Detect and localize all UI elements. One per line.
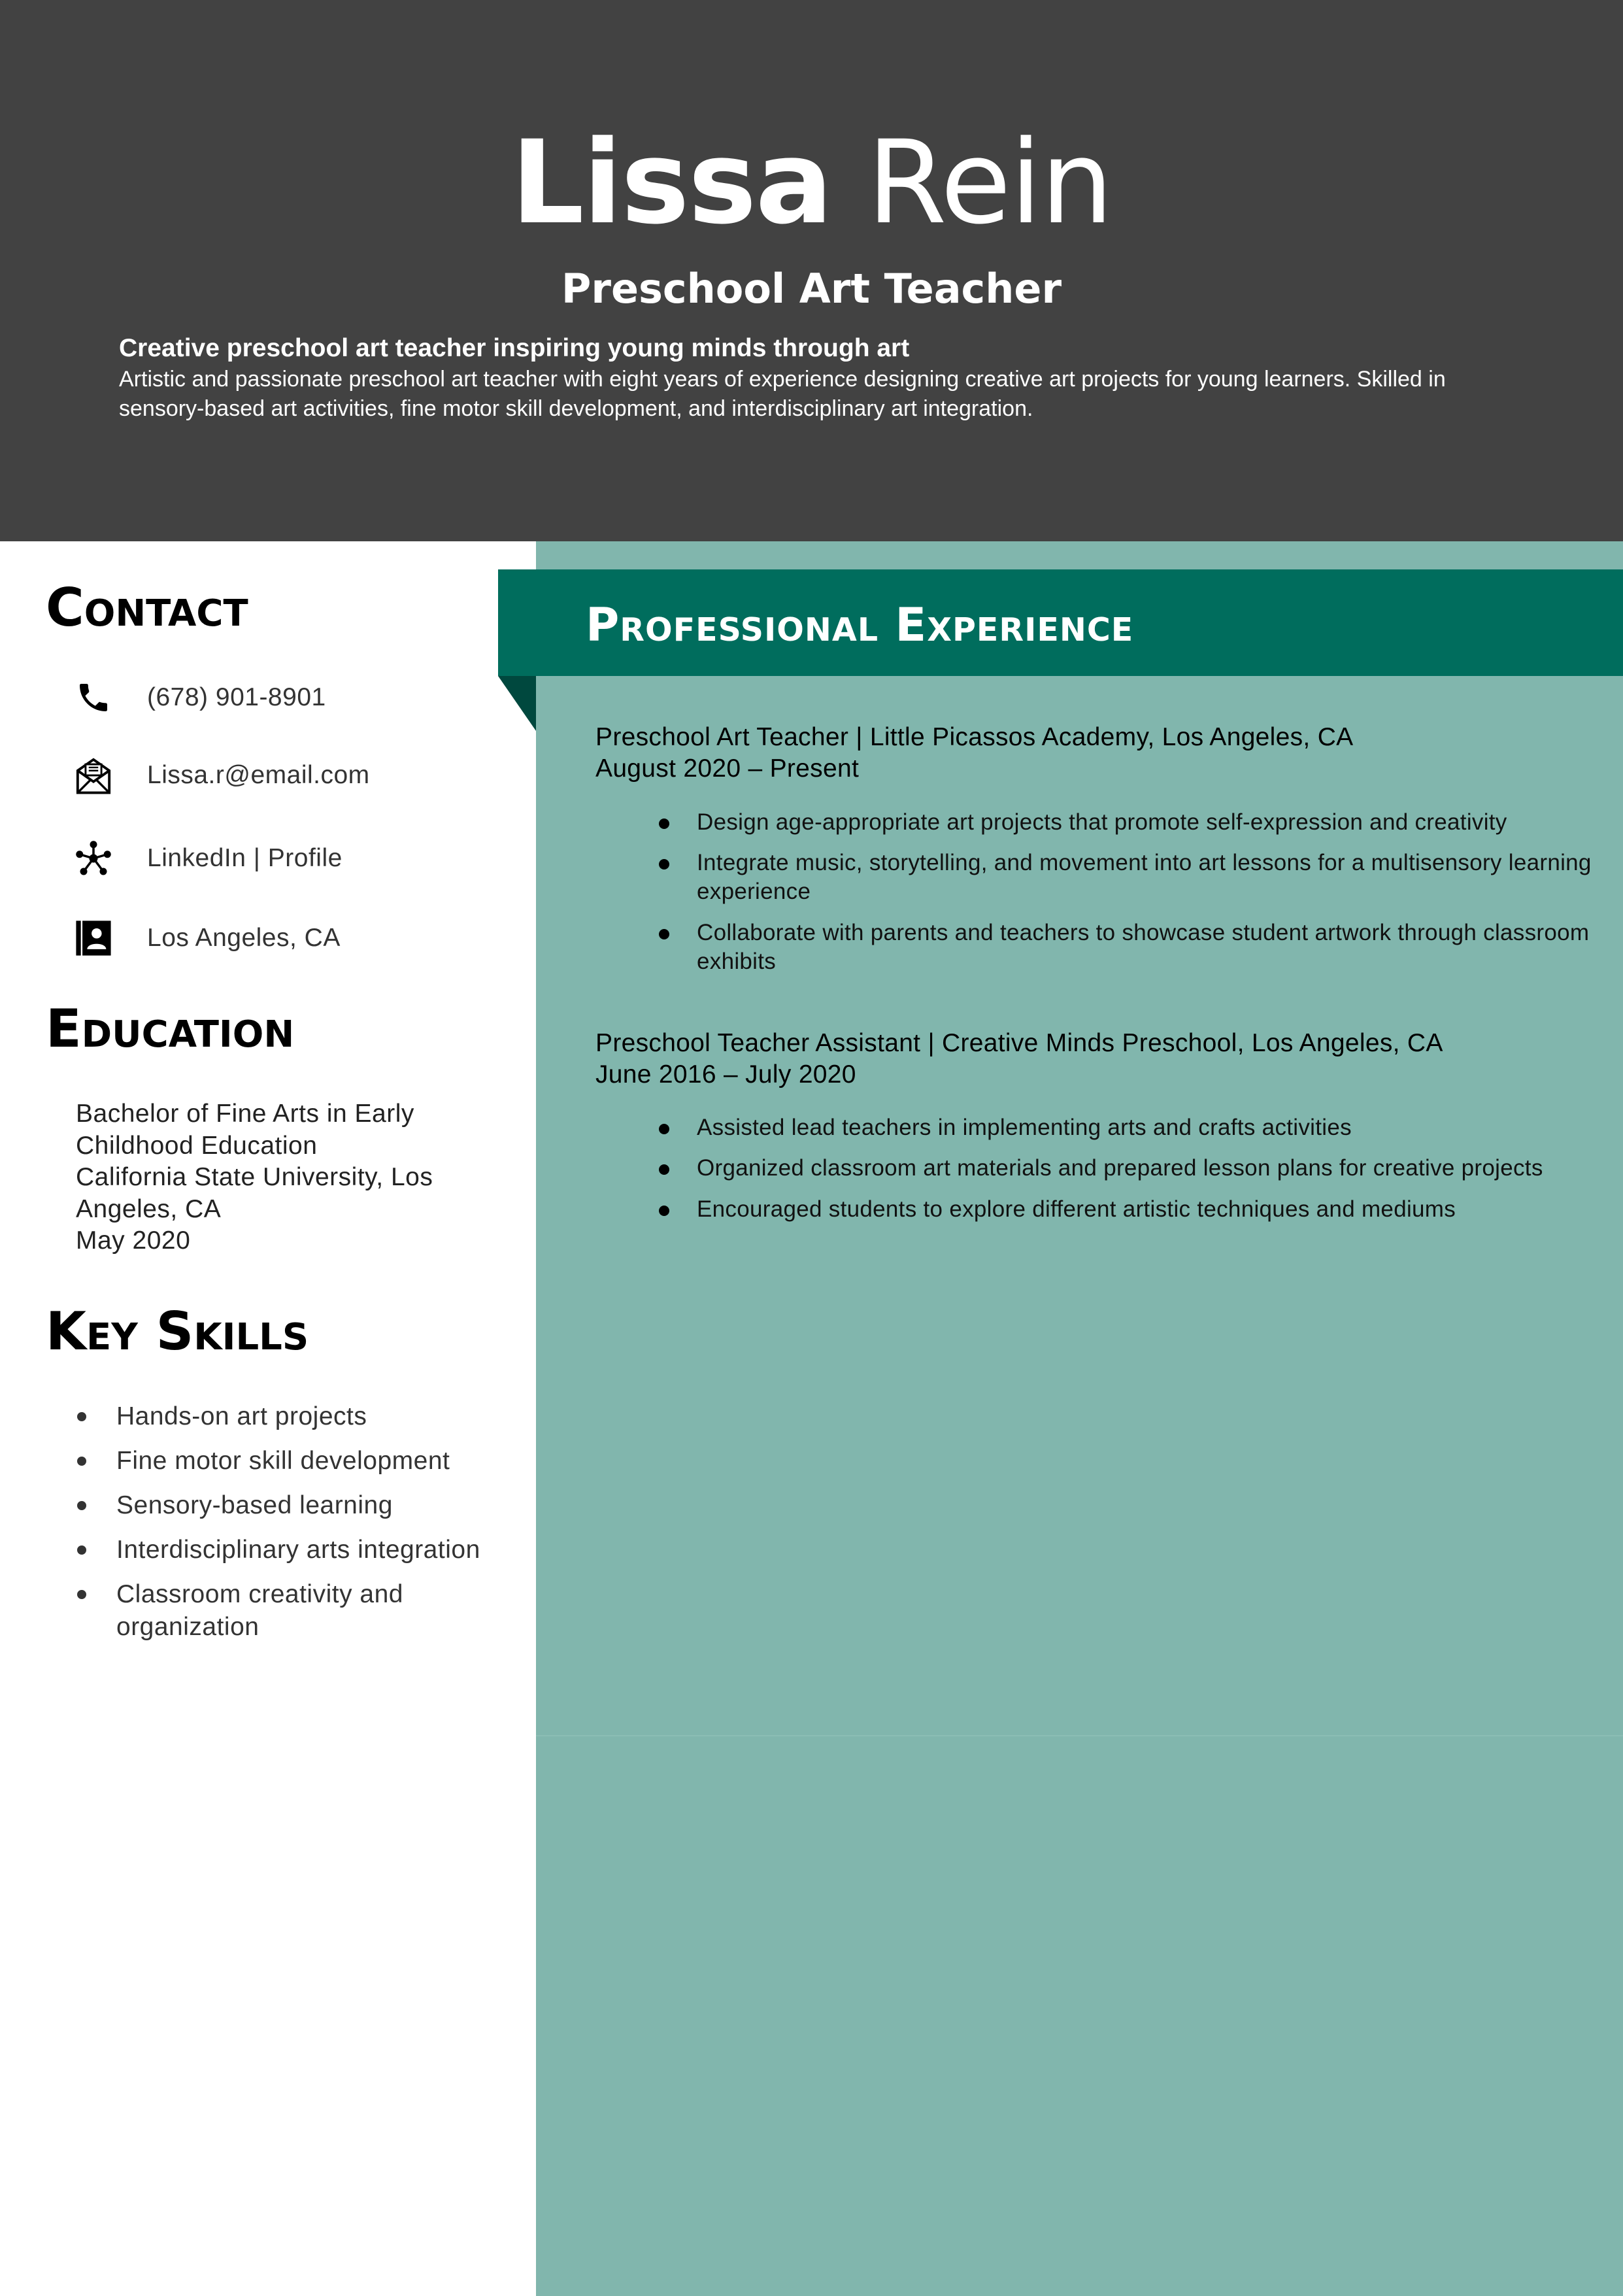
bullet xyxy=(77,1590,86,1599)
email-address[interactable]: Lissa.r@email.com xyxy=(147,761,370,789)
skill-item: Hands-on art projects xyxy=(116,1402,367,1430)
education-line: May 2020 xyxy=(76,1226,191,1255)
job-title-line: Preschool Art Teacher | Little Picassos Academy, Los Angeles, CA xyxy=(595,723,1354,751)
education-heading: Education xyxy=(46,998,295,1059)
summary: Artistic and passionate preschool art teacher with eight years of experience designing creative art projects for young learners. Skilled in sensory-based art activities, fine motor skill development, and interdisciplinary art integration. xyxy=(119,367,1446,421)
bullet xyxy=(77,1545,86,1555)
linkedin-link[interactable]: LinkedIn | Profile xyxy=(147,844,343,872)
education-line: Angeles, CA xyxy=(76,1195,222,1223)
contact-linkedin xyxy=(71,836,343,881)
education-line: California State University, Los xyxy=(76,1163,433,1191)
job-dates: June 2016 – July 2020 xyxy=(595,1060,856,1089)
education-line: Bachelor of Fine Arts in Early xyxy=(76,1100,414,1128)
skill-item: Sensory-based learning xyxy=(116,1491,393,1519)
duty-item: Collaborate with parents and teachers to showcase student artwork through classroom exhibits xyxy=(697,920,1590,974)
bullet xyxy=(77,1457,86,1466)
bullet xyxy=(659,1206,669,1216)
phone-icon xyxy=(71,675,116,720)
duty-item: Encouraged students to explore different artistic techniques and mediums xyxy=(697,1196,1456,1222)
duty-item: Integrate music, storytelling, and movement into art lessons for a multisensory learning experience xyxy=(697,850,1592,904)
job-title: Preschool Art Teacher xyxy=(561,265,1062,312)
experience-panel xyxy=(536,541,1623,2296)
bullet xyxy=(77,1412,86,1421)
contact-heading: Contact xyxy=(46,577,248,638)
duty-item: Design age-appropriate art projects that promote self-expression and creativity xyxy=(697,809,1507,835)
bullet xyxy=(77,1501,86,1510)
bullet xyxy=(659,819,669,829)
education-line: Childhood Education xyxy=(76,1132,318,1160)
skills-heading: Key Skills xyxy=(46,1301,309,1362)
bullet xyxy=(659,1164,669,1175)
bullet xyxy=(659,929,669,939)
job-dates: August 2020 – Present xyxy=(595,754,860,783)
contact-location xyxy=(71,915,341,961)
email-icon xyxy=(71,752,116,798)
address-card-icon xyxy=(71,915,116,961)
skill-item: Interdisciplinary arts integration xyxy=(116,1536,480,1564)
contact-email xyxy=(71,752,370,798)
skill-item: Fine motor skill development xyxy=(116,1447,450,1475)
bullet xyxy=(659,859,669,869)
contact-phone xyxy=(71,675,326,720)
candidate-name xyxy=(0,111,1623,255)
experience-heading: Professional Experience xyxy=(586,598,1134,652)
skill-item: organization xyxy=(116,1613,259,1641)
first-name: Lissa xyxy=(510,116,832,250)
phone-number: (678) 901-8901 xyxy=(147,683,326,711)
bullet xyxy=(659,1124,669,1134)
location: Los Angeles, CA xyxy=(147,924,341,952)
last-name: Rein xyxy=(867,116,1113,250)
network-icon xyxy=(71,836,116,881)
tagline: Creative preschool art teacher inspiring young minds through art xyxy=(119,334,910,362)
job-title-line: Preschool Teacher Assistant | Creative Minds Preschool, Los Angeles, CA xyxy=(595,1029,1443,1057)
ribbon-fold xyxy=(498,676,536,731)
duty-item: Assisted lead teachers in implementing arts and crafts activities xyxy=(697,1115,1352,1140)
duty-item: Organized classroom art materials and prepared lesson plans for creative projects xyxy=(697,1155,1543,1181)
header-banner xyxy=(0,0,1623,541)
panel-divider xyxy=(536,1735,1623,1736)
skill-item: Classroom creativity and xyxy=(116,1580,403,1608)
